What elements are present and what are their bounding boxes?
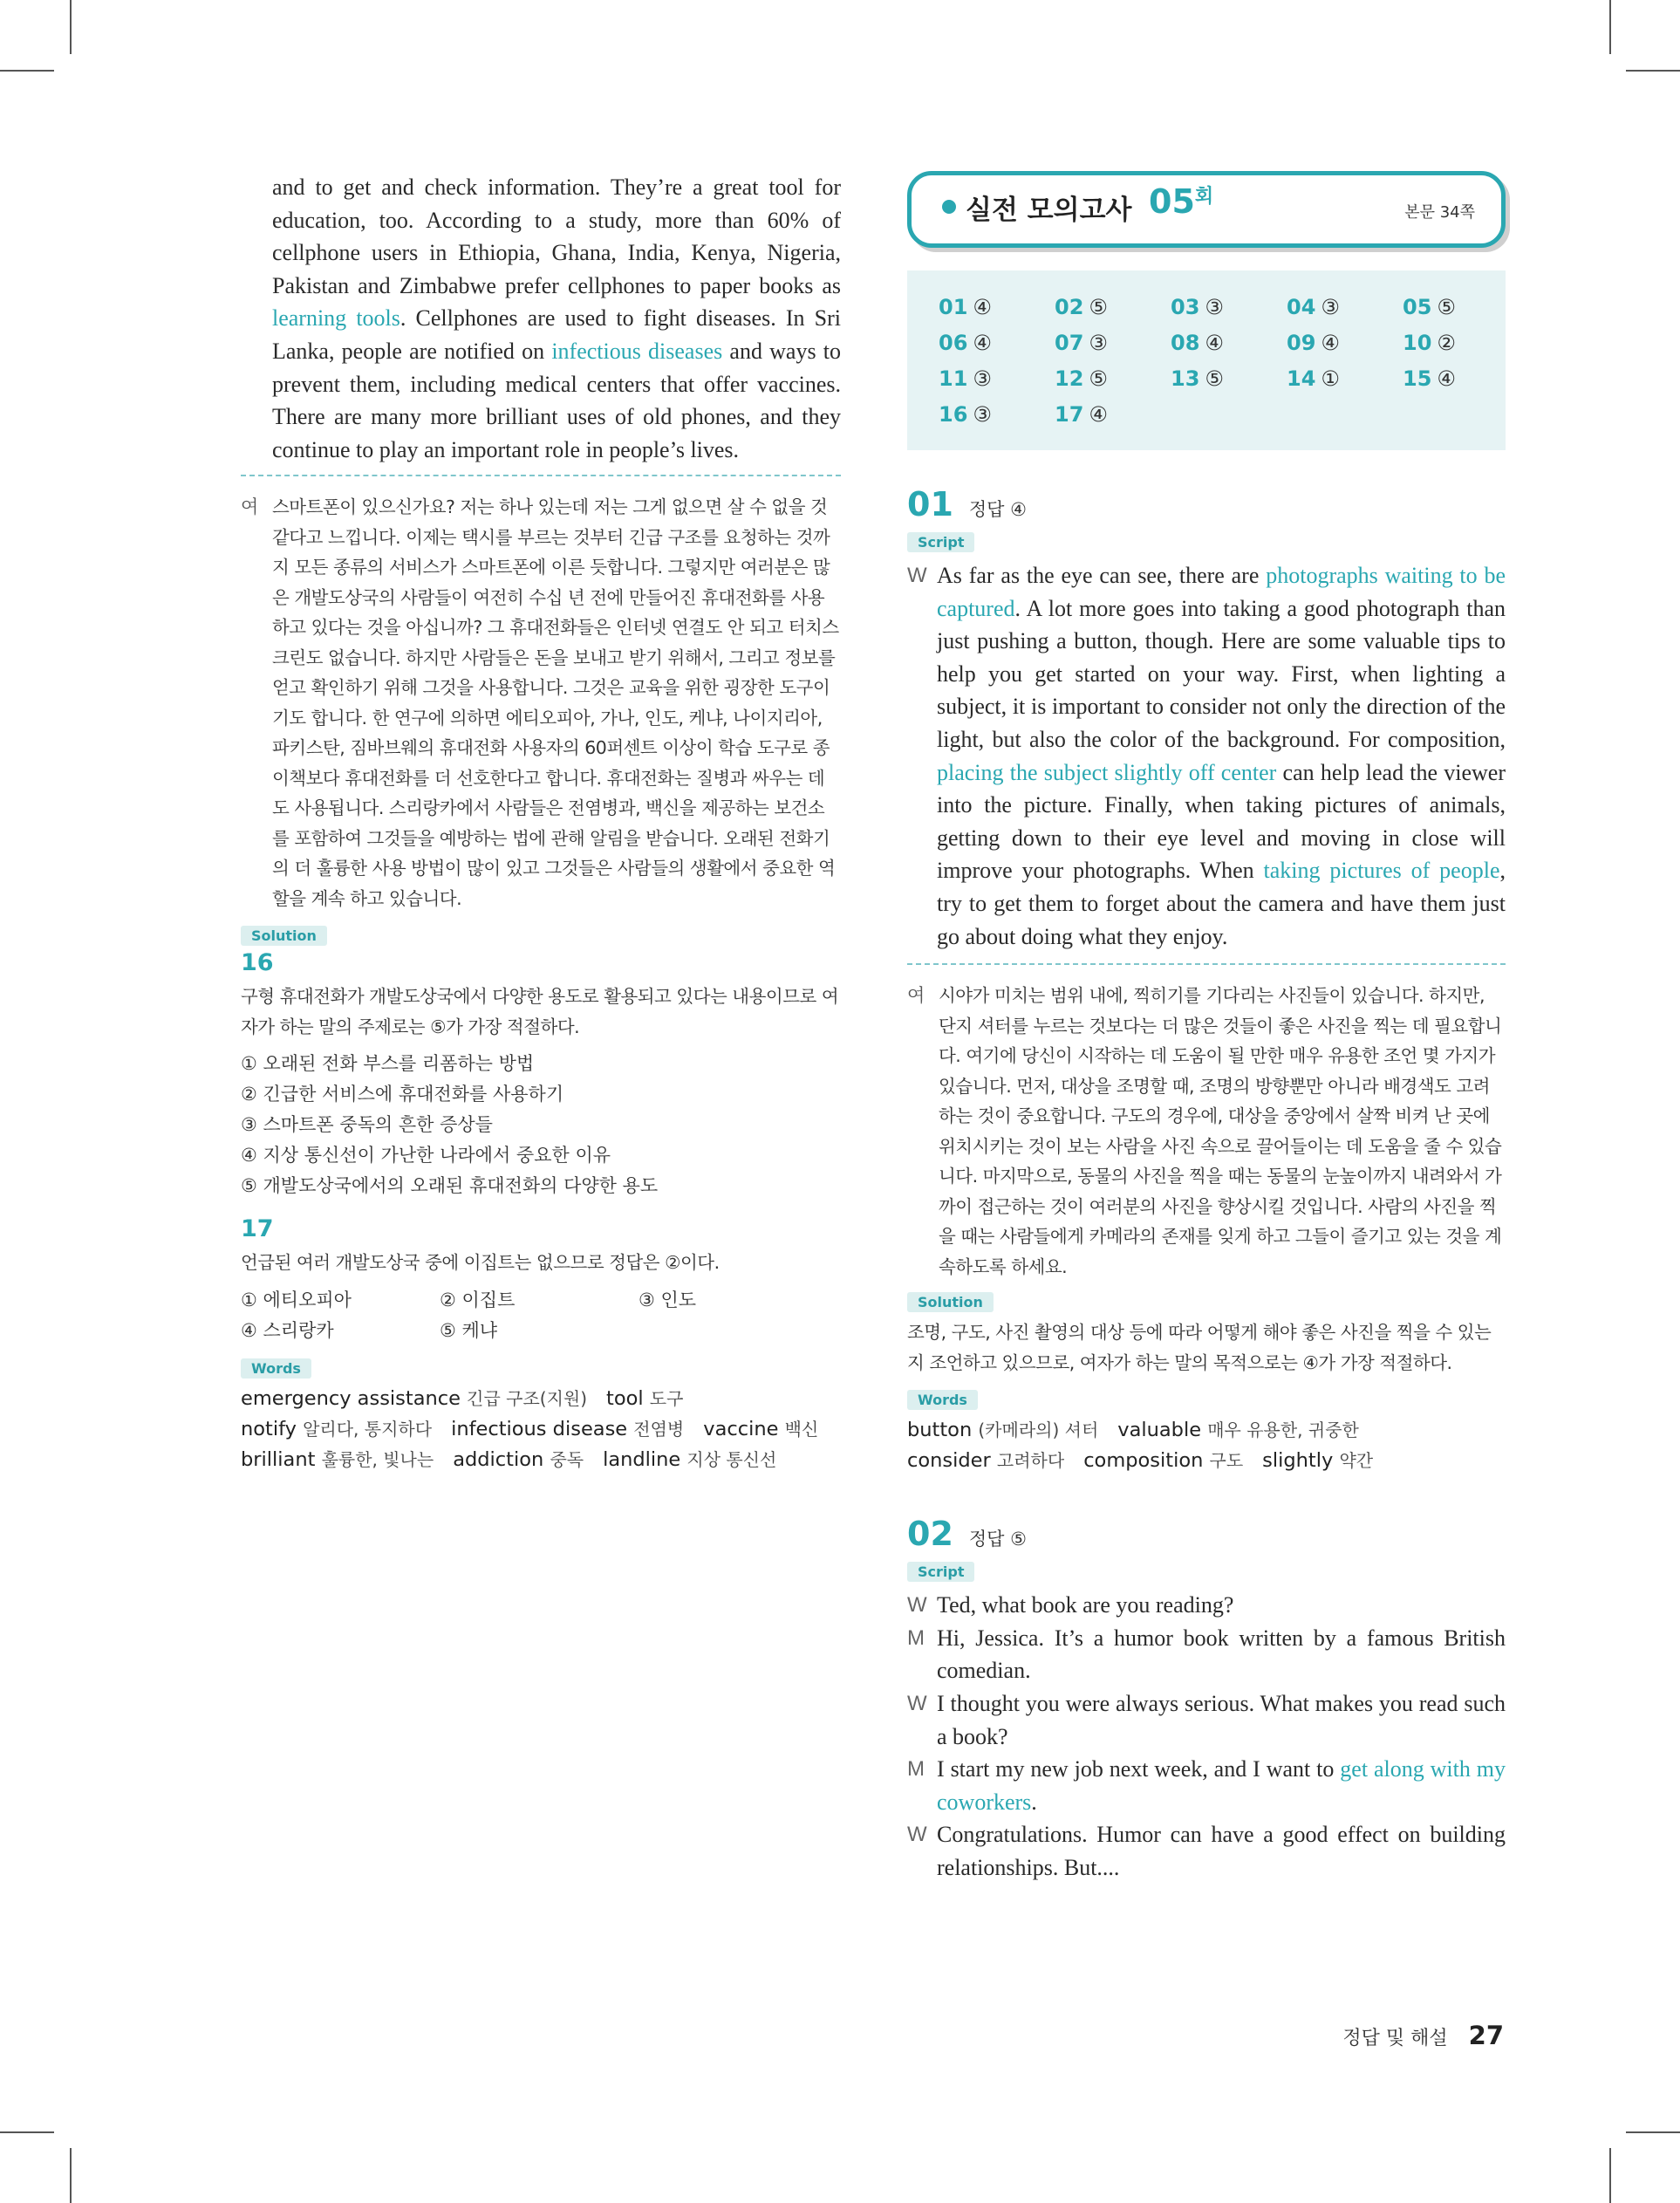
- right-column: [907, 171, 1506, 1884]
- page-footer: [1342, 2021, 1504, 2050]
- answer-number: 16: [939, 402, 968, 427]
- word-ko: 구도: [1209, 1450, 1244, 1472]
- speaker: M: [907, 1757, 925, 1782]
- answer-number: 12: [1055, 366, 1084, 391]
- script-line: [907, 1818, 1506, 1884]
- option: ③ 스마트폰 중독의 흔한 증상들: [241, 1114, 493, 1136]
- question-heading: [907, 485, 1506, 523]
- answer-label: 정답 ④: [968, 499, 1027, 520]
- translation-text: 시야가 미치는 범위 내에, 찍히기를 기다리는 사진들이 있습니다. 하지만, 단지 셔터를 누르는 것보다는 더 많은 것들이 좋은 사진을 찍는 데 필요합니다. 여기에 당신이 시작하는 데 도움이 될 만한 매우 유용한 조언 몇 가지가 있습니다. 먼저, 대상을 조명할 때, 조명의 방향뿐만 아니라 배경색도 고려하는 것이 중요합니다. 구도의 경우에, 대상을 중앙에서 살짝 비켜 난 곳에 위치시키는 것이 보는 사람을 사진 속으로 끌어들이는 데 도움을 줄 수 있습니다. 마지막으로, 동물의 사진을 찍을 때는 동물의 눈높이까지 내려와서 가까이 접근하는 것이 여러분의 사진을 향상시킬 것입니다. 사람의 사진을 찍을 때는 사람들에게 카메라의 존재를 잊게 하고 그들이 즐기고 있는 것을 계속하도록 하세요.: [939, 985, 1502, 1277]
- translation-mark: 여: [241, 496, 259, 518]
- word-row: [907, 1446, 1506, 1476]
- script-line: [907, 1753, 1506, 1818]
- answer-row: [939, 290, 1483, 325]
- answer-number: 04: [1287, 295, 1316, 319]
- answer-number: 14: [1287, 366, 1316, 391]
- word-entry: [1262, 1449, 1373, 1472]
- word-list: [241, 1384, 841, 1475]
- highlighted-phrase: photographs waiting to be captured: [937, 563, 1506, 621]
- answer-number: 07: [1055, 331, 1084, 355]
- word-en: vaccine: [703, 1417, 785, 1440]
- solution-text: 언급된 여러 개발도상국 중에 이집트는 없으므로 정답은 ②이다.: [241, 1252, 720, 1274]
- solution-tag: Solution: [241, 926, 327, 946]
- word-entry: [241, 1448, 434, 1471]
- answer-cell: [1171, 325, 1287, 361]
- script-text: [937, 1622, 1506, 1687]
- translation-block: [241, 492, 841, 913]
- word-row: [241, 1445, 841, 1475]
- script-line: [907, 1622, 1506, 1687]
- question-number: 01: [907, 485, 953, 523]
- script-line: [907, 559, 1506, 953]
- solution-text: 구형 휴대전화가 개발도상국에서 다양한 용도로 활용되고 있다는 내용이므로 여자가 하는 말의 주제로는 ⑤가 가장 적절하다.: [241, 986, 839, 1037]
- test-number-suffix: 회: [1194, 186, 1214, 208]
- speaker: W: [907, 1823, 927, 1847]
- word-en: notify: [241, 1417, 304, 1440]
- word-entry: [241, 1418, 432, 1440]
- test-header: [907, 171, 1506, 248]
- word-entry: [451, 1418, 684, 1440]
- highlighted-phrase: taking pictures of people: [1263, 858, 1500, 884]
- answer-choice: ③: [973, 402, 992, 427]
- option: ① 오래된 전화 부스를 리폼하는 방법: [241, 1053, 535, 1075]
- highlighted-phrase: get along with my coworkers: [937, 1756, 1506, 1815]
- answer-cell: [1055, 361, 1171, 397]
- translation-text: 스마트폰이 있으신가요? 저는 하나 있는데 저는 그게 없으면 살 수 없을 것 같다고 느낍니다. 이제는 택시를 부르는 것부터 긴급 구조를 요청하는 것까지 모든 종류의 서비스가 스마트폰에 이른 듯합니다. 그렇지만 여러분은 많은 개발도상국의 사람들이 여전히 수십 년 전에 만들어진 휴대전화를 사용하고 있다는 것을 아십니까? 그 휴대전화들은 인터넷 연결도 안 되고 터치스크린도 없습니다. 하지만 사람들은 돈을 보내고 받기 위해서, 그리고 정보를 얻고 확인하기 위해 그것을 사용합니다. 그것은 교육을 위한 굉장한 도구이기도 합니다. 한 연구에 의하면 에티오피아, 가나, 인도, 케냐, 나이지리아, 파키스탄, 짐바브웨의 휴대전화 사용자의 60퍼센트 이상이 학습 도구로 종이책보다 휴대전화를 더 선호한다고 합니다. 휴대전화는 질병과 싸우는 데도 사용됩니다. 스리랑카에서 사람들은 전염병과, 백신을 제공하는 보건소를 포함하여 그것들을 예방하는 법에 관해 알림을 받습니다. 오래된 전화기의 더 훌륭한 사용 방법이 많이 있고 그것들은 사람들의 생활에서 중요한 역할을 계속 하고 있습니다.: [272, 496, 839, 909]
- answer-choice: ④: [1089, 402, 1108, 427]
- word-entry: [603, 1448, 776, 1471]
- option: ⑤ 케냐: [440, 1319, 498, 1341]
- answer-choice: ⑤: [1205, 366, 1224, 391]
- answer-cell: [1055, 397, 1171, 433]
- answer-cell: [939, 290, 1055, 325]
- answer-row: [939, 397, 1483, 433]
- word-ko: 백신: [784, 1418, 819, 1440]
- answer-choice: ⑤: [1437, 295, 1456, 319]
- script-text: [937, 559, 1506, 953]
- answer-choice: ④: [1437, 366, 1456, 391]
- question-number: 17: [241, 1215, 274, 1243]
- answer-cell: [939, 361, 1055, 397]
- option: ③ 인도: [639, 1289, 697, 1310]
- answer-cell: [939, 325, 1055, 361]
- crop-mark: [70, 2148, 72, 2203]
- word-en: slightly: [1262, 1449, 1340, 1473]
- crop-mark: [70, 0, 72, 54]
- test-number: [1149, 182, 1213, 221]
- word-entry: [703, 1418, 818, 1440]
- text-run: and to get and check information. They’re a great tool for education, too. According to a study, more than 60% of cellphone users in Ethiopia, Ghana, India, Kenya, Nigeria, Pakistan and Zimbabwe prefer cellphones to paper books as: [272, 174, 841, 298]
- crop-mark: [1626, 70, 1680, 72]
- word-ko: 중독: [550, 1448, 584, 1470]
- answer-choice: ④: [973, 295, 992, 319]
- words-tag: Words: [907, 1390, 978, 1410]
- text-run: can help lead the viewer into the picture. Finally, when taking pictures of animals, getting down to their eye level and moving in close will improve your photographs. When: [937, 759, 1506, 884]
- text-run: Hi, Jessica. It’s a humor book written by a famous British comedian.: [937, 1625, 1506, 1684]
- solution-text: 조명, 구도, 사진 촬영의 대상 등에 따라 어떻게 해야 좋은 사진을 찍을 수 있는지 조언하고 있으므로, 여자가 하는 말의 목적으로는 ④가 가장 적절하다.: [907, 1322, 1492, 1373]
- word-entry: [1083, 1449, 1243, 1472]
- speaker: W: [907, 564, 927, 587]
- answer-cell: [1287, 290, 1403, 325]
- word-en: tool: [606, 1386, 650, 1410]
- answer-label: 정답 ⑤: [968, 1529, 1027, 1550]
- answer-choice: ③: [1089, 331, 1108, 355]
- text-run: I thought you were always serious. What makes you read such a book?: [937, 1690, 1506, 1749]
- text-run: As far as the eye can see, there are: [937, 563, 1267, 588]
- answer-number: 10: [1403, 331, 1432, 355]
- word-en: valuable: [1117, 1419, 1208, 1442]
- word-entry: [907, 1449, 1064, 1472]
- text-run: I start my new job next week, and I want to: [937, 1756, 1341, 1782]
- answer-key: [907, 270, 1506, 450]
- word-en: composition: [1083, 1449, 1210, 1473]
- crop-mark: [1609, 2148, 1611, 2203]
- test-number-value: 05: [1149, 182, 1195, 221]
- answer-number: 05: [1403, 295, 1432, 319]
- highlighted-phrase: infectious diseases: [551, 338, 723, 364]
- left-column: [241, 171, 841, 1475]
- highlighted-phrase: placing the subject slightly off center: [937, 759, 1277, 785]
- word-ko: 훌륭한, 빛나는: [321, 1448, 434, 1470]
- word-ko: 매우 유용한, 귀중한: [1207, 1420, 1359, 1441]
- answer-choice: ⑤: [1089, 295, 1108, 319]
- answer-cell: [1171, 361, 1287, 397]
- word-row: [241, 1414, 841, 1445]
- word-ko: 지상 통신선: [686, 1448, 777, 1470]
- word-entry: [241, 1387, 587, 1410]
- option: ⑤ 개발도상국에서의 오래된 휴대전화의 다양한 용도: [241, 1175, 659, 1197]
- answer-cell: [1171, 290, 1287, 325]
- answer-number: 03: [1171, 295, 1200, 319]
- question-number: 02: [907, 1515, 953, 1554]
- answer-choice: ③: [1321, 295, 1340, 319]
- divider: [907, 963, 1506, 965]
- word-en: button: [907, 1419, 979, 1442]
- answer-number: 02: [1055, 295, 1084, 319]
- answer-number: 09: [1287, 331, 1316, 355]
- text-run: . A lot more goes into taking a good photograph than just pushing a button, though. Here are some valuable tips to help you get started on your way. First, when lighting a subject, it is important to consider not only the direction of the light, but also the color of the background. For composition,: [937, 595, 1506, 752]
- word-ko: 전염병: [633, 1418, 685, 1440]
- crop-mark: [1626, 2131, 1680, 2133]
- word-row: [241, 1384, 841, 1414]
- word-en: consider: [907, 1449, 997, 1473]
- answer-choice: ①: [1321, 366, 1340, 391]
- footer-text: 정답 및 해설: [1342, 2028, 1448, 2049]
- option: ④ 스리랑카: [241, 1319, 334, 1341]
- text-run: and ways to prevent them, including medical centers that offer vaccines. There are many more brilliant uses of old phones, and they continue to play an important role in people’s lives.: [272, 338, 841, 462]
- answer-number: 11: [939, 366, 968, 391]
- answer-cell: [1287, 325, 1403, 361]
- text-run: Ted, what book are you reading?: [937, 1592, 1234, 1618]
- answer-cell: [1403, 325, 1519, 361]
- translation-block: [907, 981, 1506, 1282]
- text-run: . Cellphones are used to fight diseases. In Sri Lanka, people are notified on: [272, 305, 841, 364]
- answer-choice: ④: [1321, 331, 1340, 355]
- answer-number: 15: [1403, 366, 1432, 391]
- script-text: [937, 1589, 1506, 1622]
- text-run: , try to get them to forget about the camera and have them just go about doing what they enjoy.: [937, 858, 1506, 949]
- highlighted-phrase: learning tools: [272, 305, 400, 332]
- word-ko: 긴급 구조(지원): [467, 1387, 588, 1409]
- text-run: Congratulations. Humor can have a good effect on building relationships. But....: [937, 1822, 1506, 1880]
- script-text: [937, 1818, 1506, 1884]
- words-tag: Words: [241, 1358, 311, 1379]
- word-en: landline: [603, 1447, 687, 1471]
- word-ko: 고려하다: [996, 1450, 1065, 1472]
- answer-number: 06: [939, 331, 968, 355]
- word-row: [907, 1415, 1506, 1446]
- text-run: .: [1031, 1789, 1037, 1815]
- question-number: 16: [241, 949, 274, 977]
- answer-cell: [1403, 361, 1519, 397]
- word-entry: [606, 1387, 683, 1410]
- option-list: [241, 1049, 841, 1201]
- word-ko: 알리다, 통지하다: [303, 1418, 433, 1440]
- word-entry: [453, 1448, 584, 1471]
- answer-choice: ④: [1205, 331, 1224, 355]
- passage: [241, 171, 841, 466]
- speaker: W: [907, 1691, 927, 1715]
- option-grid: [241, 1285, 841, 1346]
- script-text: [937, 1753, 1506, 1818]
- test-title: 실전 모의고사: [966, 195, 1132, 226]
- solution-tag: Solution: [907, 1292, 994, 1312]
- word-ko: 도구: [649, 1387, 684, 1409]
- script-tag: Script: [907, 532, 974, 552]
- script-line: [907, 1687, 1506, 1753]
- divider: [241, 475, 841, 476]
- option: ② 긴급한 서비스에 휴대전화를 사용하기: [241, 1084, 564, 1105]
- word-ko: 약간: [1339, 1450, 1374, 1472]
- option: ④ 지상 통신선이 가난한 나라에서 중요한 이유: [241, 1145, 611, 1166]
- answer-number: 13: [1171, 366, 1200, 391]
- answer-cell: [1055, 290, 1171, 325]
- word-ko: (카메라의) 셔터: [978, 1420, 1099, 1441]
- word-en: emergency assistance: [241, 1386, 468, 1410]
- page-number: 27: [1468, 2021, 1504, 2050]
- answer-choice: ③: [1205, 295, 1224, 319]
- speaker: W: [907, 1593, 927, 1618]
- option: ② 이집트: [440, 1289, 516, 1310]
- crop-mark: [0, 70, 54, 72]
- script-line: [907, 1589, 1506, 1622]
- answer-number: 17: [1055, 402, 1084, 427]
- script-text: [937, 1687, 1506, 1753]
- word-entry: [1117, 1419, 1359, 1441]
- question-heading: [907, 1515, 1506, 1553]
- answer-cell: [1055, 325, 1171, 361]
- answer-row: [939, 325, 1483, 361]
- answer-choice: ④: [973, 331, 992, 355]
- answer-choice: ③: [973, 366, 992, 391]
- word-en: brilliant: [241, 1447, 322, 1471]
- word-en: addiction: [453, 1447, 550, 1471]
- answer-choice: ②: [1437, 331, 1456, 355]
- page-reference: 본문 34쪽: [1404, 203, 1475, 222]
- option: ① 에티오피아: [241, 1289, 352, 1310]
- answer-row: [939, 361, 1483, 397]
- word-en: infectious disease: [451, 1417, 634, 1440]
- answer-choice: ⑤: [1089, 366, 1108, 391]
- bullet-icon: [942, 200, 956, 214]
- dialogue: [907, 1589, 1506, 1884]
- speaker: M: [907, 1625, 925, 1650]
- translation-mark: 여: [907, 985, 925, 1007]
- script-tag: Script: [907, 1562, 974, 1582]
- crop-mark: [1609, 0, 1611, 54]
- word-list: [907, 1415, 1506, 1476]
- answer-cell: [939, 397, 1055, 433]
- answer-number: 08: [1171, 331, 1200, 355]
- answer-cell: [1287, 361, 1403, 397]
- crop-mark: [0, 2131, 54, 2133]
- answer-cell: [1403, 290, 1519, 325]
- word-entry: [907, 1419, 1098, 1441]
- answer-number: 01: [939, 295, 968, 319]
